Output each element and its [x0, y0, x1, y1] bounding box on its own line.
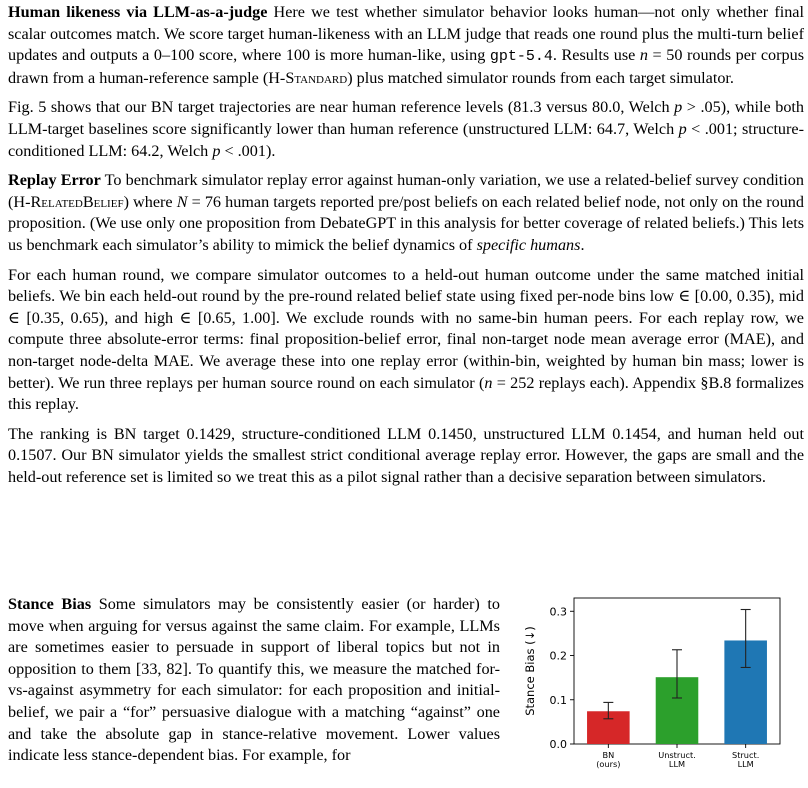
model-code: gpt-5.4 — [489, 48, 553, 66]
text-run: < .001). — [220, 141, 276, 160]
smallcaps-term: Standard — [285, 68, 348, 87]
text-run: The ranking is BN target 0.1429, structure-conditioned LLM 0.1450, unstructured LLM 0.1454, and human held out 0.1507. Our BN simulator yields the smallest strict conditional average replay error. However, the gaps are small and the held-out reference set is limited so we treat this as a pilot signal rather than a decisive separation between simulators. — [8, 424, 804, 486]
stance-bias-bar-chart — [518, 592, 788, 782]
paragraph-fig5-results — [8, 97, 804, 162]
x-tick-label: Unstruct. — [658, 750, 696, 760]
x-tick-label: LLM — [737, 759, 754, 769]
y-tick-label: 0.0 — [549, 738, 567, 751]
stance-bias-figure — [518, 592, 788, 782]
x-tick-label: BN — [602, 750, 615, 760]
text-run: . — [580, 235, 585, 254]
text-run: Some simulators may be consistently easier (or harder) to move when arguing for versus against the same claim. For example, LLMs are sometimes easier to persuade in support of liberal topics but not in opposition to them [33, 82]. To quantify this, we measure the matched for-vs-against asymmetry for each simulator: for each proposition and initial-belief, we pair a “for” persuasive dialogue with a matching “against” one and take the absolute gap in stance-relative movement. Lower values indicate less stance-dependent bias. For example, for — [8, 595, 500, 765]
x-tick-label: LLM — [668, 759, 686, 769]
heading-human-likeness: Human likeness via LLM-as-a-judge — [8, 3, 268, 21]
y-tick-label: 0.1 — [549, 693, 567, 707]
text-run: = 50 rounds per corpus drawn from a human-reference sample (H- — [8, 46, 805, 87]
math-var: n — [484, 373, 493, 392]
math-var: N — [176, 192, 188, 211]
smallcaps-term: RelatedBelief — [30, 192, 124, 211]
text-run: < .001; structure-conditioned LLM: 64.2, Welch — [8, 119, 804, 160]
text-run: Fig. 5 shows that our BN target trajectories are near human reference levels (81.3 versus 80.0, Welch — [8, 98, 675, 117]
math-var: p — [674, 98, 683, 117]
text-run: Here we test whether simulator behavior looks human—not only whether final scalar outcomes match. We score target human-likeness with an LLM judge that reads one round plus the multi-turn belief updates and outputs a 0–100 score, where 100 is more human-like, using — [8, 3, 804, 65]
paragraph-human-likeness — [8, 2, 804, 89]
paragraph-ranking — [8, 424, 804, 489]
math-var: n — [639, 46, 648, 65]
math-var: p — [212, 141, 221, 160]
text-run: To benchmark simulator replay error against human-only variation, we use a related-belief survey condition (H- — [8, 171, 804, 211]
text-run: > .05), while both LLM-target baselines score significantly lower than human reference (unstructured LLM: 64.7, Welch — [8, 98, 805, 138]
text-run: For each human round, we compare simulator outcomes to a held-out human outcome under the same matched initial beliefs. We bin each held-out round by the pre-round related belief state using fixed per-node bins low ∈ [0.00, 0.35), mid ∈ [0.35, 0.65), and high ∈ [0.65, 1.00]. We exclude rounds with no same-bin human peers. For each replay row, we compute three absolute-error terms: final proposition-belief error, final non-target node mean average error (MAE), and non-target node-delta MAE. We average these into one replay error (within-bin, weighted by human bin mass; lower is better). We run three replays per human source round on each simulator ( — [8, 265, 804, 392]
text-run: ) where — [123, 192, 177, 211]
text-run: = 252 replays each). Appendix §B.8 formalizes this replay. — [8, 373, 804, 414]
y-tick-label: 0.2 — [549, 649, 567, 663]
x-tick-label: (ours) — [596, 759, 621, 769]
text-run: ) plus matched simulator rounds from each target simulator. — [347, 68, 734, 87]
paragraph-replay-error — [8, 170, 804, 256]
heading-replay-error: Replay Error — [8, 171, 101, 190]
text-run: . Results use — [552, 46, 640, 65]
x-tick-label: Struct. — [732, 750, 760, 760]
paragraph-replay-method — [8, 265, 804, 416]
paragraph-stance-bias — [8, 594, 500, 767]
main-text-column — [8, 2, 804, 496]
emphasis: specific humans — [476, 235, 581, 254]
text-run: = 76 human targets reported pre/post beliefs on each related belief node, not only on the round proposition. (We use only one proposition from DebateGPT in this analysis for better coverage of related beliefs.) This lets us benchmark each simulator’s ability to mimick the belief dynamics of — [8, 192, 804, 254]
y-tick-label: 0.3 — [549, 605, 567, 619]
math-var: p — [678, 119, 687, 138]
y-axis-label: Stance Bias (↓) — [523, 626, 537, 716]
heading-stance-bias: Stance Bias — [8, 595, 92, 613]
